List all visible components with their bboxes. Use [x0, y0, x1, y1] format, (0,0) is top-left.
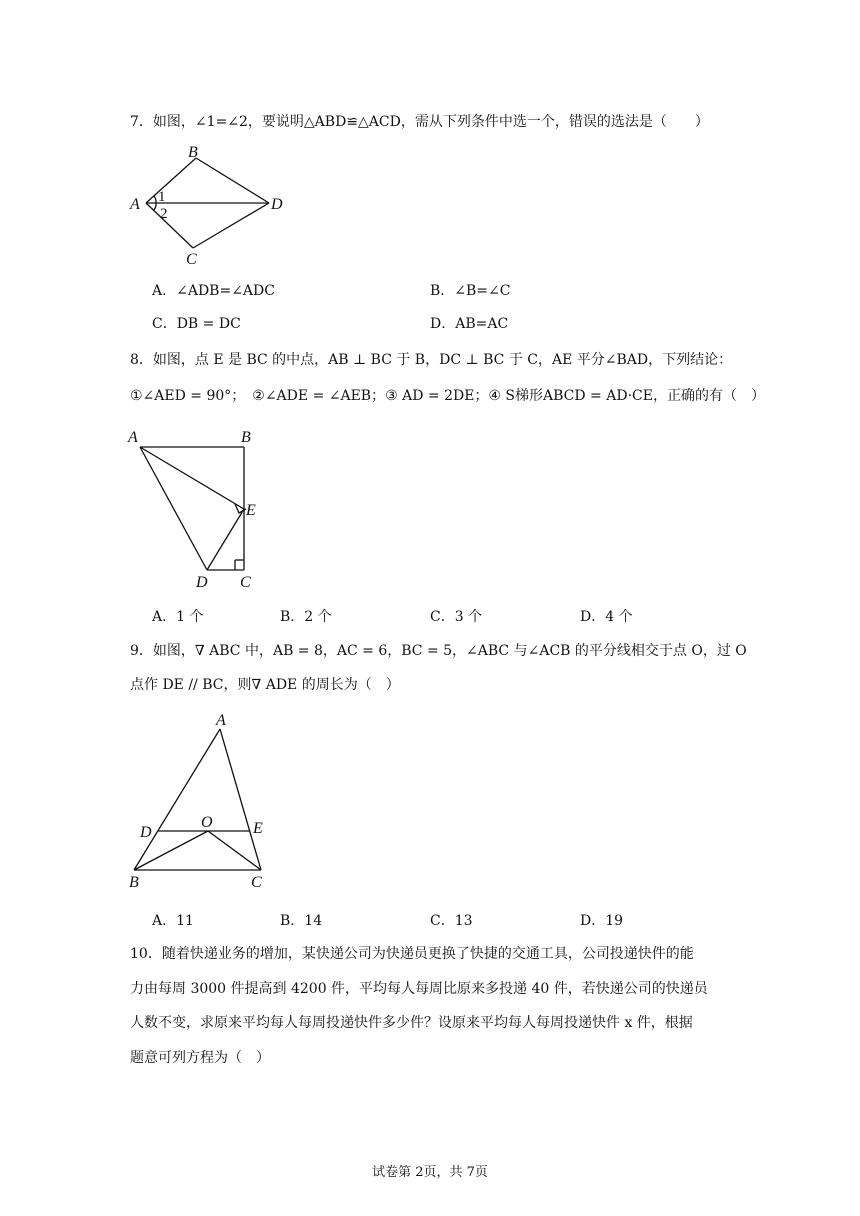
q7-label-b: B	[188, 144, 198, 161]
q8-label-a: A	[128, 429, 138, 446]
q7-label-d: D	[271, 196, 283, 213]
q9-option-b[interactable]: B．14	[280, 913, 323, 929]
q7-stem: 7．如图，∠1=∠2，要说明△ABD≌△ACD，需从下列条件中选一个，错误的选法是（ ）	[130, 114, 709, 130]
q7-option-a[interactable]: A．∠ADB=∠ADC	[152, 283, 275, 299]
q7-option-d[interactable]: D．AB=AC	[430, 316, 509, 332]
q8-label-e: E	[246, 502, 256, 519]
q8-option-b[interactable]: B．2 个	[280, 609, 332, 625]
q8-option-c[interactable]: C．3 个	[430, 609, 483, 625]
q10-line2: 力由每周 3000 件提高到 4200 件，平均每人每周比原来多投递 40 件，若快递公司的快递员	[130, 981, 708, 997]
q7-option-b[interactable]: B．∠B=∠C	[430, 283, 511, 299]
q9-option-d[interactable]: D．19	[580, 913, 624, 929]
q9-stem-line1: 9．如图，∇ ABC 中，AB = 8，AC = 6，BC = 5，∠ABC 与∠ACB 的平分线相交于点 O，过 O	[130, 643, 747, 659]
q9-label-b: B	[129, 874, 139, 891]
q8-label-d: D	[196, 574, 208, 591]
q7-figure	[125, 140, 295, 270]
q10-line1: 10．随着快递业务的增加，某快递公司为快递员更换了快捷的交通工具，公司投递快件的能	[130, 946, 694, 962]
q9-label-d: D	[140, 824, 152, 841]
q8-label-c: C	[240, 574, 251, 591]
q9-figure	[122, 706, 292, 891]
q9-label-e: E	[253, 820, 263, 837]
q7-label-a: A	[130, 196, 140, 213]
q7-label-c: C	[186, 251, 197, 268]
q10-line4: 题意可列方程为（ ）	[130, 1050, 270, 1066]
q8-stem-line1: 8．如图，点 E 是 BC 的中点，AB ⊥ BC 于 B，DC ⊥ BC 于 C，AE 平分∠BAD，下列结论：	[130, 352, 733, 368]
q9-option-c[interactable]: C．13	[430, 913, 473, 929]
q10-line3: 人数不变，求原来平均每人每周投递快件多少件？设原来平均每人每周投递快件 x 件，根据	[130, 1015, 693, 1031]
q9-label-c: C	[251, 874, 262, 891]
q8-option-a[interactable]: A．1 个	[152, 609, 204, 625]
page-footer: 试卷第 2页，共 7页	[372, 1165, 488, 1180]
q7-angle-2: 2	[160, 206, 168, 222]
q7-angle-1: 1	[158, 189, 166, 205]
q8-label-b: B	[241, 429, 251, 446]
q9-label-a: A	[216, 712, 226, 729]
q9-stem-line2: 点作 DE // BC，则∇ ADE 的周长为（ ）	[130, 677, 400, 693]
q8-stem-line2: ①∠AED = 90°； ②∠ADE = ∠AEB；③ AD = 2DE；④ S梯形ABCD = AD·CE，正确的有（ ）	[130, 388, 765, 404]
q8-figure	[122, 425, 272, 595]
q9-option-a[interactable]: A．11	[152, 913, 194, 929]
q8-option-d[interactable]: D．4 个	[580, 609, 633, 625]
q7-option-c[interactable]: C．DB = DC	[152, 316, 241, 332]
q9-label-o: O	[201, 814, 213, 831]
